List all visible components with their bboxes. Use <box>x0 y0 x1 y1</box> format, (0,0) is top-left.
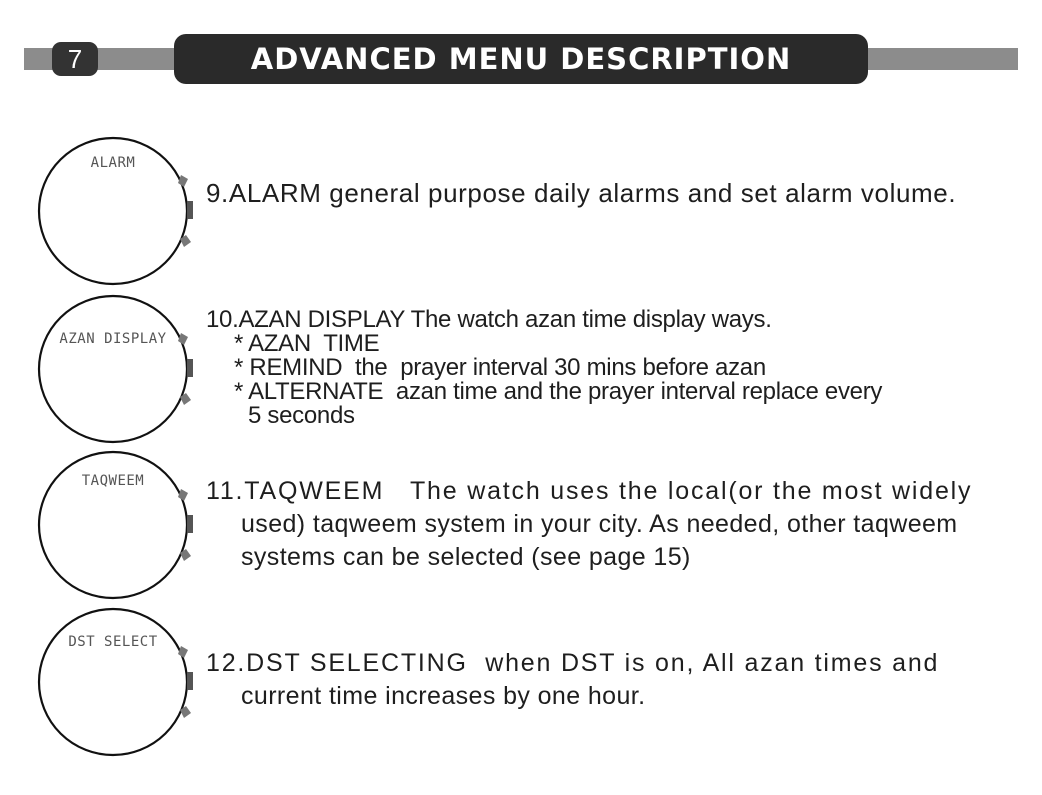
description-line: used) taqweem system in your city. As needed, other taqweem <box>241 510 958 538</box>
description-line: 10.AZAN DISPLAY The watch azan time display ways. <box>206 306 772 333</box>
page-title: ADVANCED MENU DESCRIPTION <box>174 34 868 84</box>
watch-illustration-taqweem <box>38 451 196 601</box>
item-dst-select-description <box>206 647 939 713</box>
item-alarm-description <box>206 178 956 209</box>
description-line: current time increases by one hour. <box>241 682 646 710</box>
item-azan-display-description <box>206 308 882 428</box>
page-number: 7 <box>52 42 98 76</box>
description-line: * AZAN TIME <box>234 330 380 357</box>
watch-screen-label: ALARM <box>90 155 136 171</box>
watch-illustration-alarm <box>38 137 196 287</box>
description-line: 11.TAQWEEM The watch uses the local(or the most widely <box>206 477 973 505</box>
item-taqweem-description <box>206 475 972 574</box>
watch-face-icon <box>38 295 196 445</box>
description-line: 5 seconds <box>248 402 355 429</box>
description-line: 9.ALARM general purpose daily alarms and set alarm volume. <box>206 178 957 208</box>
description-line: 12.DST SELECTING when DST is on, All azan times and <box>206 649 940 677</box>
watch-screen-label: TAQWEEM <box>81 473 145 489</box>
watch-screen-label: DST SELECT <box>68 634 158 650</box>
watch-face-icon <box>38 608 196 758</box>
watch-illustration-dst-select <box>38 608 196 758</box>
watch-illustration-azan-display <box>38 295 196 445</box>
description-line: * REMIND the prayer interval 30 mins before azan <box>234 354 766 381</box>
header-bar-right <box>860 48 1018 70</box>
watch-screen-label: AZAN DISPLAY <box>59 331 167 347</box>
description-line: systems can be selected (see page 15) <box>241 543 691 571</box>
description-line: * ALTERNATE azan time and the prayer interval replace every <box>234 378 883 405</box>
